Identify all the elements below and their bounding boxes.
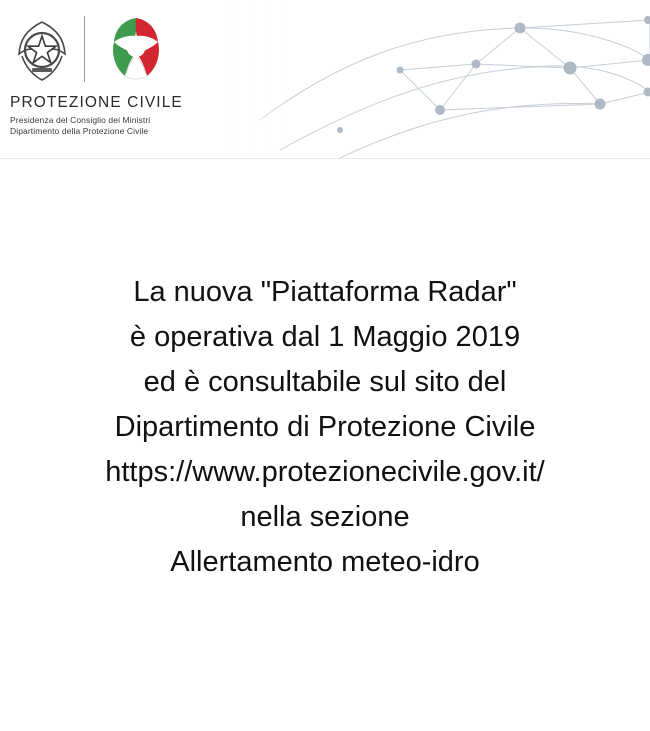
notice-line-1: La nuova "Piattaforma Radar"	[133, 276, 517, 308]
notice-message	[5, 270, 645, 585]
notice-line-6: nella sezione	[240, 501, 410, 533]
organization-subtitle-line2: Dipartimento della Protezione Civile	[10, 126, 149, 136]
network-decoration-icon	[220, 0, 650, 158]
notice-line-2: è operativa dal 1 Maggio 2019	[129, 321, 521, 353]
site-header	[0, 0, 650, 159]
main-content	[0, 158, 650, 731]
organization-title: PROTEZIONE CIVILE	[10, 94, 183, 111]
protezione-civile-logo-icon	[97, 14, 175, 86]
notice-section-name: Allertamento meteo-idro	[170, 546, 480, 578]
notice-line-4: Dipartimento di Protezione Civile	[114, 411, 536, 443]
organization-subtitle	[10, 115, 270, 137]
organization-subtitle-line1: Presidenza del Consiglio dei Ministri	[10, 115, 151, 125]
notice-url[interactable]: https://www.protezionecivile.gov.it/	[105, 456, 545, 488]
brand-block	[10, 14, 270, 137]
italian-republic-emblem-icon	[10, 14, 74, 86]
brand-divider	[84, 16, 85, 82]
brand-emblems	[10, 14, 270, 88]
notice-line-3: ed è consultabile sul sito del	[143, 366, 507, 398]
